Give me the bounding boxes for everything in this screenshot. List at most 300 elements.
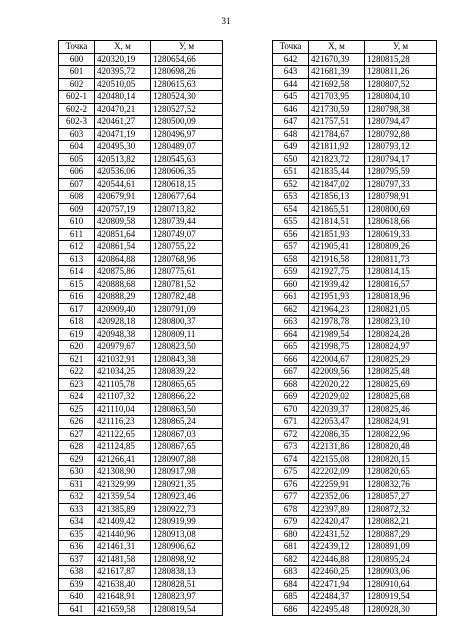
x-coordinate-cell: 421659,58 xyxy=(95,603,151,616)
table-row xyxy=(59,191,223,204)
y-coordinate-cell: 1280824,28 xyxy=(365,328,437,341)
x-coordinate-cell: 421359,54 xyxy=(95,491,151,504)
table-row xyxy=(273,541,437,554)
x-coordinate-cell: 421998,75 xyxy=(309,341,365,354)
point-number-cell: 657 xyxy=(273,241,309,254)
x-coordinate-cell: 421481,58 xyxy=(95,553,151,566)
header-y: У, м xyxy=(365,41,437,54)
point-number-cell: 638 xyxy=(59,566,95,579)
x-coordinate-cell: 422420,47 xyxy=(309,516,365,529)
point-number-cell: 656 xyxy=(273,228,309,241)
y-coordinate-cell: 1280809,26 xyxy=(365,241,437,254)
point-number-cell: 685 xyxy=(273,591,309,604)
point-number-cell: 682 xyxy=(273,553,309,566)
y-coordinate-cell: 1280821,05 xyxy=(365,303,437,316)
x-coordinate-cell: 421440,96 xyxy=(95,528,151,541)
point-number-cell: 602 xyxy=(59,78,95,91)
y-coordinate-cell: 1280739,44 xyxy=(151,216,223,229)
x-coordinate-cell: 421617,87 xyxy=(95,566,151,579)
table-row xyxy=(59,541,223,554)
header-point: Точка xyxy=(59,41,95,54)
point-number-cell: 600 xyxy=(59,53,95,66)
point-number-cell: 604 xyxy=(59,141,95,154)
table-row xyxy=(59,603,223,616)
y-coordinate-cell: 1280882,21 xyxy=(365,516,437,529)
x-coordinate-cell: 421835,44 xyxy=(309,166,365,179)
y-coordinate-cell: 1280857,27 xyxy=(365,491,437,504)
table-row xyxy=(273,291,437,304)
y-coordinate-cell: 1280828,51 xyxy=(151,578,223,591)
point-number-cell: 616 xyxy=(59,291,95,304)
y-coordinate-cell: 1280825,46 xyxy=(365,403,437,416)
table-row xyxy=(273,341,437,354)
point-number-cell: 609 xyxy=(59,203,95,216)
point-number-cell: 654 xyxy=(273,203,309,216)
point-number-cell: 639 xyxy=(59,578,95,591)
x-coordinate-cell: 421939,42 xyxy=(309,278,365,291)
y-coordinate-cell: 1280823,10 xyxy=(365,316,437,329)
x-coordinate-cell: 421648,91 xyxy=(95,591,151,604)
point-number-cell: 651 xyxy=(273,166,309,179)
y-coordinate-cell: 1280545,63 xyxy=(151,153,223,166)
table-row xyxy=(273,416,437,429)
x-coordinate-cell: 421034,25 xyxy=(95,366,151,379)
point-number-cell: 653 xyxy=(273,191,309,204)
x-coordinate-cell: 420909,40 xyxy=(95,303,151,316)
table-row xyxy=(273,266,437,279)
page-number: 31 xyxy=(221,16,231,26)
point-number-cell: 676 xyxy=(273,478,309,491)
x-coordinate-cell: 422131,86 xyxy=(309,441,365,454)
y-coordinate-cell: 1280800,69 xyxy=(365,203,437,216)
table-row xyxy=(273,191,437,204)
y-coordinate-cell: 1280825,69 xyxy=(365,378,437,391)
table-row xyxy=(273,391,437,404)
table-row xyxy=(273,128,437,141)
table-row xyxy=(273,141,437,154)
x-coordinate-cell: 421814,51 xyxy=(309,216,365,229)
x-coordinate-cell: 420510,05 xyxy=(95,78,151,91)
point-number-cell: 635 xyxy=(59,528,95,541)
table-row xyxy=(273,566,437,579)
y-coordinate-cell: 1280749,07 xyxy=(151,228,223,241)
table-row xyxy=(273,91,437,104)
y-coordinate-cell: 1280866,22 xyxy=(151,391,223,404)
point-number-cell: 633 xyxy=(59,503,95,516)
y-coordinate-cell: 1280804,10 xyxy=(365,91,437,104)
table-row xyxy=(59,116,223,129)
x-coordinate-cell: 420928,18 xyxy=(95,316,151,329)
point-number-cell: 607 xyxy=(59,178,95,191)
point-number-cell: 684 xyxy=(273,578,309,591)
point-number-cell: 677 xyxy=(273,491,309,504)
x-coordinate-cell: 422431,52 xyxy=(309,528,365,541)
x-coordinate-cell: 421784,67 xyxy=(309,128,365,141)
x-coordinate-cell: 421905,41 xyxy=(309,241,365,254)
table-row xyxy=(59,103,223,116)
x-coordinate-cell: 421116,23 xyxy=(95,416,151,429)
x-coordinate-cell: 420320,19 xyxy=(95,53,151,66)
table-row xyxy=(273,253,437,266)
table-row xyxy=(273,303,437,316)
y-coordinate-cell: 1280903,06 xyxy=(365,566,437,579)
y-coordinate-cell: 1280867,03 xyxy=(151,428,223,441)
y-coordinate-cell: 1280811,73 xyxy=(365,253,437,266)
point-number-cell: 629 xyxy=(59,453,95,466)
table-row xyxy=(273,78,437,91)
point-number-cell: 666 xyxy=(273,353,309,366)
point-number-cell: 643 xyxy=(273,66,309,79)
y-coordinate-cell: 1280825,29 xyxy=(365,353,437,366)
point-number-cell: 636 xyxy=(59,541,95,554)
x-coordinate-cell: 420495,30 xyxy=(95,141,151,154)
x-coordinate-cell: 421989,54 xyxy=(309,328,365,341)
point-number-cell: 662 xyxy=(273,303,309,316)
table-row xyxy=(59,591,223,604)
y-coordinate-cell: 1280615,63 xyxy=(151,78,223,91)
point-number-cell: 623 xyxy=(59,378,95,391)
table-row xyxy=(59,353,223,366)
y-coordinate-cell: 1280527,52 xyxy=(151,103,223,116)
x-coordinate-cell: 421951,93 xyxy=(309,291,365,304)
point-number-cell: 645 xyxy=(273,91,309,104)
y-coordinate-cell: 1280895,24 xyxy=(365,553,437,566)
table-row xyxy=(273,116,437,129)
y-coordinate-cell: 1280825,48 xyxy=(365,366,437,379)
y-coordinate-cell: 1280919,99 xyxy=(151,516,223,529)
y-coordinate-cell: 1280863,50 xyxy=(151,403,223,416)
point-number-cell: 663 xyxy=(273,316,309,329)
x-coordinate-cell: 421122,65 xyxy=(95,428,151,441)
y-coordinate-cell: 1280807,52 xyxy=(365,78,437,91)
x-coordinate-cell: 422039,37 xyxy=(309,403,365,416)
table-row xyxy=(273,503,437,516)
x-coordinate-cell: 421978,78 xyxy=(309,316,365,329)
table-row xyxy=(59,266,223,279)
table-header-row xyxy=(273,41,437,54)
y-coordinate-cell: 1280816,57 xyxy=(365,278,437,291)
y-coordinate-cell: 1280832,76 xyxy=(365,478,437,491)
table-row xyxy=(273,366,437,379)
x-coordinate-cell: 421329,99 xyxy=(95,478,151,491)
x-coordinate-cell: 420480,14 xyxy=(95,91,151,104)
x-coordinate-cell: 422397,89 xyxy=(309,503,365,516)
x-coordinate-cell: 420809,58 xyxy=(95,216,151,229)
x-coordinate-cell: 421385,89 xyxy=(95,503,151,516)
x-coordinate-cell: 421110,04 xyxy=(95,403,151,416)
point-number-cell: 624 xyxy=(59,391,95,404)
x-coordinate-cell: 422009,56 xyxy=(309,366,365,379)
header-y: У, м xyxy=(151,41,223,54)
y-coordinate-cell: 1280823,50 xyxy=(151,341,223,354)
table-row xyxy=(59,141,223,154)
table-row xyxy=(59,403,223,416)
point-number-cell: 655 xyxy=(273,216,309,229)
x-coordinate-cell: 420471,19 xyxy=(95,128,151,141)
table-row xyxy=(59,203,223,216)
point-number-cell: 625 xyxy=(59,403,95,416)
table-row xyxy=(59,566,223,579)
y-coordinate-cell: 1280872,32 xyxy=(365,503,437,516)
x-coordinate-cell: 420461,27 xyxy=(95,116,151,129)
table-row xyxy=(273,53,437,66)
x-coordinate-cell: 422352,06 xyxy=(309,491,365,504)
point-number-cell: 642 xyxy=(273,53,309,66)
point-number-cell: 680 xyxy=(273,528,309,541)
point-number-cell: 672 xyxy=(273,428,309,441)
point-number-cell: 614 xyxy=(59,266,95,279)
x-coordinate-cell: 420851,64 xyxy=(95,228,151,241)
y-coordinate-cell: 1280500,09 xyxy=(151,116,223,129)
point-number-cell: 620 xyxy=(59,341,95,354)
x-coordinate-cell: 421823,72 xyxy=(309,153,365,166)
y-coordinate-cell: 1280489,07 xyxy=(151,141,223,154)
point-number-cell: 605 xyxy=(59,153,95,166)
table-row xyxy=(59,316,223,329)
y-coordinate-cell: 1280794,47 xyxy=(365,116,437,129)
point-number-cell: 674 xyxy=(273,453,309,466)
x-coordinate-cell: 421757,51 xyxy=(309,116,365,129)
point-number-cell: 659 xyxy=(273,266,309,279)
x-coordinate-cell: 422029,02 xyxy=(309,391,365,404)
coordinates-table-left xyxy=(58,40,223,616)
x-coordinate-cell: 420536,06 xyxy=(95,166,151,179)
y-coordinate-cell: 1280921,35 xyxy=(151,478,223,491)
point-number-cell: 647 xyxy=(273,116,309,129)
x-coordinate-cell: 421105,78 xyxy=(95,378,151,391)
y-coordinate-cell: 1280923,46 xyxy=(151,491,223,504)
x-coordinate-cell: 421847,02 xyxy=(309,178,365,191)
y-coordinate-cell: 1280713,82 xyxy=(151,203,223,216)
y-coordinate-cell: 1280824,97 xyxy=(365,341,437,354)
table-row xyxy=(59,66,223,79)
table-row xyxy=(59,291,223,304)
point-number-cell: 661 xyxy=(273,291,309,304)
y-coordinate-cell: 1280619,33 xyxy=(365,228,437,241)
y-coordinate-cell: 1280793,12 xyxy=(365,141,437,154)
table-row xyxy=(59,241,223,254)
y-coordinate-cell: 1280782,48 xyxy=(151,291,223,304)
point-number-cell: 631 xyxy=(59,478,95,491)
x-coordinate-cell: 422495,48 xyxy=(309,603,365,616)
point-number-cell: 618 xyxy=(59,316,95,329)
y-coordinate-cell: 1280792,88 xyxy=(365,128,437,141)
header-x: X, м xyxy=(95,41,151,54)
table-row xyxy=(273,453,437,466)
table-row xyxy=(59,91,223,104)
table-row xyxy=(59,578,223,591)
point-number-cell: 622 xyxy=(59,366,95,379)
x-coordinate-cell: 422446,88 xyxy=(309,553,365,566)
x-coordinate-cell: 422202,09 xyxy=(309,466,365,479)
x-coordinate-cell: 422020,22 xyxy=(309,378,365,391)
point-number-cell: 650 xyxy=(273,153,309,166)
table-row xyxy=(273,166,437,179)
table-row xyxy=(59,453,223,466)
coordinates-table-right xyxy=(272,40,437,616)
table-row xyxy=(59,128,223,141)
y-coordinate-cell: 1280768,96 xyxy=(151,253,223,266)
point-number-cell: 648 xyxy=(273,128,309,141)
table-row xyxy=(273,478,437,491)
y-coordinate-cell: 1280865,65 xyxy=(151,378,223,391)
y-coordinate-cell: 1280839,22 xyxy=(151,366,223,379)
point-number-cell: 671 xyxy=(273,416,309,429)
x-coordinate-cell: 422259,91 xyxy=(309,478,365,491)
y-coordinate-cell: 1280795,59 xyxy=(365,166,437,179)
table-row xyxy=(59,416,223,429)
table-row xyxy=(59,278,223,291)
table-row xyxy=(59,178,223,191)
y-coordinate-cell: 1280775,61 xyxy=(151,266,223,279)
x-coordinate-cell: 421851,93 xyxy=(309,228,365,241)
y-coordinate-cell: 1280791,09 xyxy=(151,303,223,316)
table-row xyxy=(59,478,223,491)
y-coordinate-cell: 1280838,13 xyxy=(151,566,223,579)
table-row xyxy=(59,516,223,529)
table-row xyxy=(59,378,223,391)
y-coordinate-cell: 1280887,29 xyxy=(365,528,437,541)
point-number-cell: 626 xyxy=(59,416,95,429)
point-number-cell: 649 xyxy=(273,141,309,154)
header-point: Точка xyxy=(273,41,309,54)
table-row xyxy=(273,241,437,254)
point-number-cell: 686 xyxy=(273,603,309,616)
x-coordinate-cell: 420544,61 xyxy=(95,178,151,191)
table-row xyxy=(59,153,223,166)
table-row xyxy=(273,353,437,366)
table-row xyxy=(59,328,223,341)
x-coordinate-cell: 421927,75 xyxy=(309,266,365,279)
y-coordinate-cell: 1280809,11 xyxy=(151,328,223,341)
table-row xyxy=(59,253,223,266)
x-coordinate-cell: 421865,51 xyxy=(309,203,365,216)
point-number-cell: 679 xyxy=(273,516,309,529)
y-coordinate-cell: 1280781,52 xyxy=(151,278,223,291)
point-number-cell: 681 xyxy=(273,541,309,554)
y-coordinate-cell: 1280794,17 xyxy=(365,153,437,166)
point-number-cell: 670 xyxy=(273,403,309,416)
table-row xyxy=(59,53,223,66)
y-coordinate-cell: 1280907,88 xyxy=(151,453,223,466)
point-number-cell: 634 xyxy=(59,516,95,529)
y-coordinate-cell: 1280524,30 xyxy=(151,91,223,104)
x-coordinate-cell: 421730,59 xyxy=(309,103,365,116)
table-row xyxy=(273,153,437,166)
y-coordinate-cell: 1280824,91 xyxy=(365,416,437,429)
point-number-cell: 603 xyxy=(59,128,95,141)
table-row xyxy=(273,466,437,479)
table-row xyxy=(59,528,223,541)
y-coordinate-cell: 1280496,97 xyxy=(151,128,223,141)
table-row xyxy=(273,553,437,566)
table-row xyxy=(59,466,223,479)
y-coordinate-cell: 1280843,38 xyxy=(151,353,223,366)
table-row xyxy=(273,228,437,241)
point-number-cell: 602-3 xyxy=(59,116,95,129)
x-coordinate-cell: 421308,90 xyxy=(95,466,151,479)
table-row xyxy=(273,216,437,229)
point-number-cell: 612 xyxy=(59,241,95,254)
y-coordinate-cell: 1280819,54 xyxy=(151,603,223,616)
x-coordinate-cell: 422004,67 xyxy=(309,353,365,366)
x-coordinate-cell: 420861,54 xyxy=(95,241,151,254)
table-row xyxy=(273,603,437,616)
point-number-cell: 611 xyxy=(59,228,95,241)
x-coordinate-cell: 421681,39 xyxy=(309,66,365,79)
y-coordinate-cell: 1280820,15 xyxy=(365,453,437,466)
x-coordinate-cell: 420864,88 xyxy=(95,253,151,266)
table-header-row xyxy=(59,41,223,54)
x-coordinate-cell: 421916,58 xyxy=(309,253,365,266)
x-coordinate-cell: 422155,08 xyxy=(309,453,365,466)
y-coordinate-cell: 1280913,08 xyxy=(151,528,223,541)
x-coordinate-cell: 420948,38 xyxy=(95,328,151,341)
point-number-cell: 601 xyxy=(59,66,95,79)
table-row xyxy=(273,203,437,216)
x-coordinate-cell: 422484,37 xyxy=(309,591,365,604)
table-row xyxy=(59,166,223,179)
point-number-cell: 627 xyxy=(59,428,95,441)
table-row xyxy=(59,366,223,379)
y-coordinate-cell: 1280910,64 xyxy=(365,578,437,591)
x-coordinate-cell: 421703,95 xyxy=(309,91,365,104)
y-coordinate-cell: 1280891,09 xyxy=(365,541,437,554)
table-row xyxy=(59,503,223,516)
point-number-cell: 621 xyxy=(59,353,95,366)
y-coordinate-cell: 1280818,96 xyxy=(365,291,437,304)
table-row xyxy=(59,216,223,229)
y-coordinate-cell: 1280820,65 xyxy=(365,466,437,479)
y-coordinate-cell: 1280815,28 xyxy=(365,53,437,66)
y-coordinate-cell: 1280798,91 xyxy=(365,191,437,204)
x-coordinate-cell: 420979,67 xyxy=(95,341,151,354)
x-coordinate-cell: 421266,41 xyxy=(95,453,151,466)
table-row xyxy=(273,441,437,454)
x-coordinate-cell: 421811,92 xyxy=(309,141,365,154)
y-coordinate-cell: 1280606,35 xyxy=(151,166,223,179)
x-coordinate-cell: 421964,23 xyxy=(309,303,365,316)
point-number-cell: 606 xyxy=(59,166,95,179)
table-row xyxy=(59,303,223,316)
x-coordinate-cell: 421670,39 xyxy=(309,53,365,66)
table-row xyxy=(273,278,437,291)
point-number-cell: 637 xyxy=(59,553,95,566)
y-coordinate-cell: 1280798,38 xyxy=(365,103,437,116)
table-row xyxy=(273,578,437,591)
table-row xyxy=(59,428,223,441)
point-number-cell: 615 xyxy=(59,278,95,291)
y-coordinate-cell: 1280917,98 xyxy=(151,466,223,479)
x-coordinate-cell: 420470,21 xyxy=(95,103,151,116)
table-row xyxy=(59,78,223,91)
y-coordinate-cell: 1280814,15 xyxy=(365,266,437,279)
x-coordinate-cell: 421692,58 xyxy=(309,78,365,91)
y-coordinate-cell: 1280823,97 xyxy=(151,591,223,604)
x-coordinate-cell: 421461,31 xyxy=(95,541,151,554)
x-coordinate-cell: 422053,47 xyxy=(309,416,365,429)
x-coordinate-cell: 420757,19 xyxy=(95,203,151,216)
x-coordinate-cell: 422439,12 xyxy=(309,541,365,554)
x-coordinate-cell: 422086,35 xyxy=(309,428,365,441)
point-number-cell: 641 xyxy=(59,603,95,616)
x-coordinate-cell: 420888,68 xyxy=(95,278,151,291)
table-row xyxy=(273,591,437,604)
table-row xyxy=(273,66,437,79)
y-coordinate-cell: 1280822,96 xyxy=(365,428,437,441)
x-coordinate-cell: 420888,29 xyxy=(95,291,151,304)
point-number-cell: 669 xyxy=(273,391,309,404)
